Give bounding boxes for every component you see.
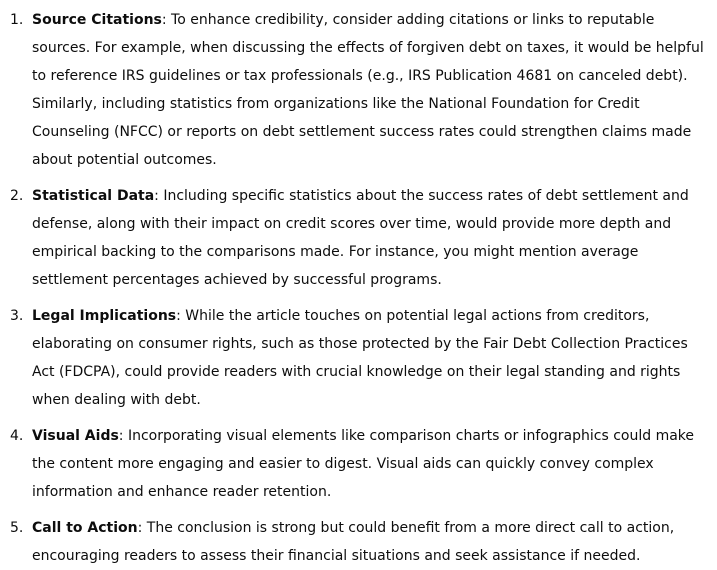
item-number: 2.: [10, 188, 24, 204]
suggestion-list: [0, 6, 709, 570]
item-number: 4.: [10, 428, 24, 444]
list-item: [0, 302, 709, 414]
item-number: 1.: [10, 12, 24, 28]
list-item: [0, 6, 709, 174]
item-title: Call to Action: [32, 520, 138, 536]
item-body: While the article touches on potential legal actions from creditors, elaborating on consumer rights, such as those protected by the Fair Debt Collection Practices Act (FDCPA), could provide readers with crucial knowledge on their legal standing and rights when dealing with debt.: [32, 308, 688, 408]
item-number: 5.: [10, 520, 24, 536]
item-separator: :: [176, 308, 181, 324]
item-separator: :: [137, 520, 143, 536]
item-separator: :: [154, 188, 159, 204]
item-separator: :: [161, 12, 167, 28]
item-body: To enhance credibility, consider adding citations or links to reputable sources. For example, when discussing the effects of forgiven debt on taxes, it would be helpful to reference IRS guidelines or tax professionals (e.g., IRS Publication 4681 on canceled debt). Similarly, including statistics from organizations like the National Foundation for Credit Counseling (NFCC) or reports on debt settlement success rates could strengthen claims made about potential outcomes.: [32, 12, 704, 168]
item-body: Incorporating visual elements like comparison charts or infographics could make the content more engaging and easier to digest. Visual aids can quickly convey complex information and enhance reader retention.: [32, 428, 695, 500]
item-body: The conclusion is strong but could benefit from a more direct call to action, encouraging readers to assess their financial situations and seek assistance if needed.: [32, 520, 675, 564]
item-separator: :: [118, 428, 124, 444]
list-item: [0, 422, 709, 506]
item-title: Source Citations: [32, 12, 162, 28]
item-title: Legal Implications: [32, 308, 177, 324]
item-title: Visual Aids: [32, 428, 119, 444]
item-title: Statistical Data: [32, 188, 155, 204]
item-body: Including specific statistics about the success rates of debt settlement and defense, along with their impact on credit scores over time, would provide more depth and empirical backing to the comparisons made. For instance, you might mention average settlement percentages achieved by successful programs.: [32, 188, 689, 288]
list-item: [0, 182, 709, 294]
item-number: 3.: [10, 308, 24, 324]
list-item: [0, 514, 709, 570]
